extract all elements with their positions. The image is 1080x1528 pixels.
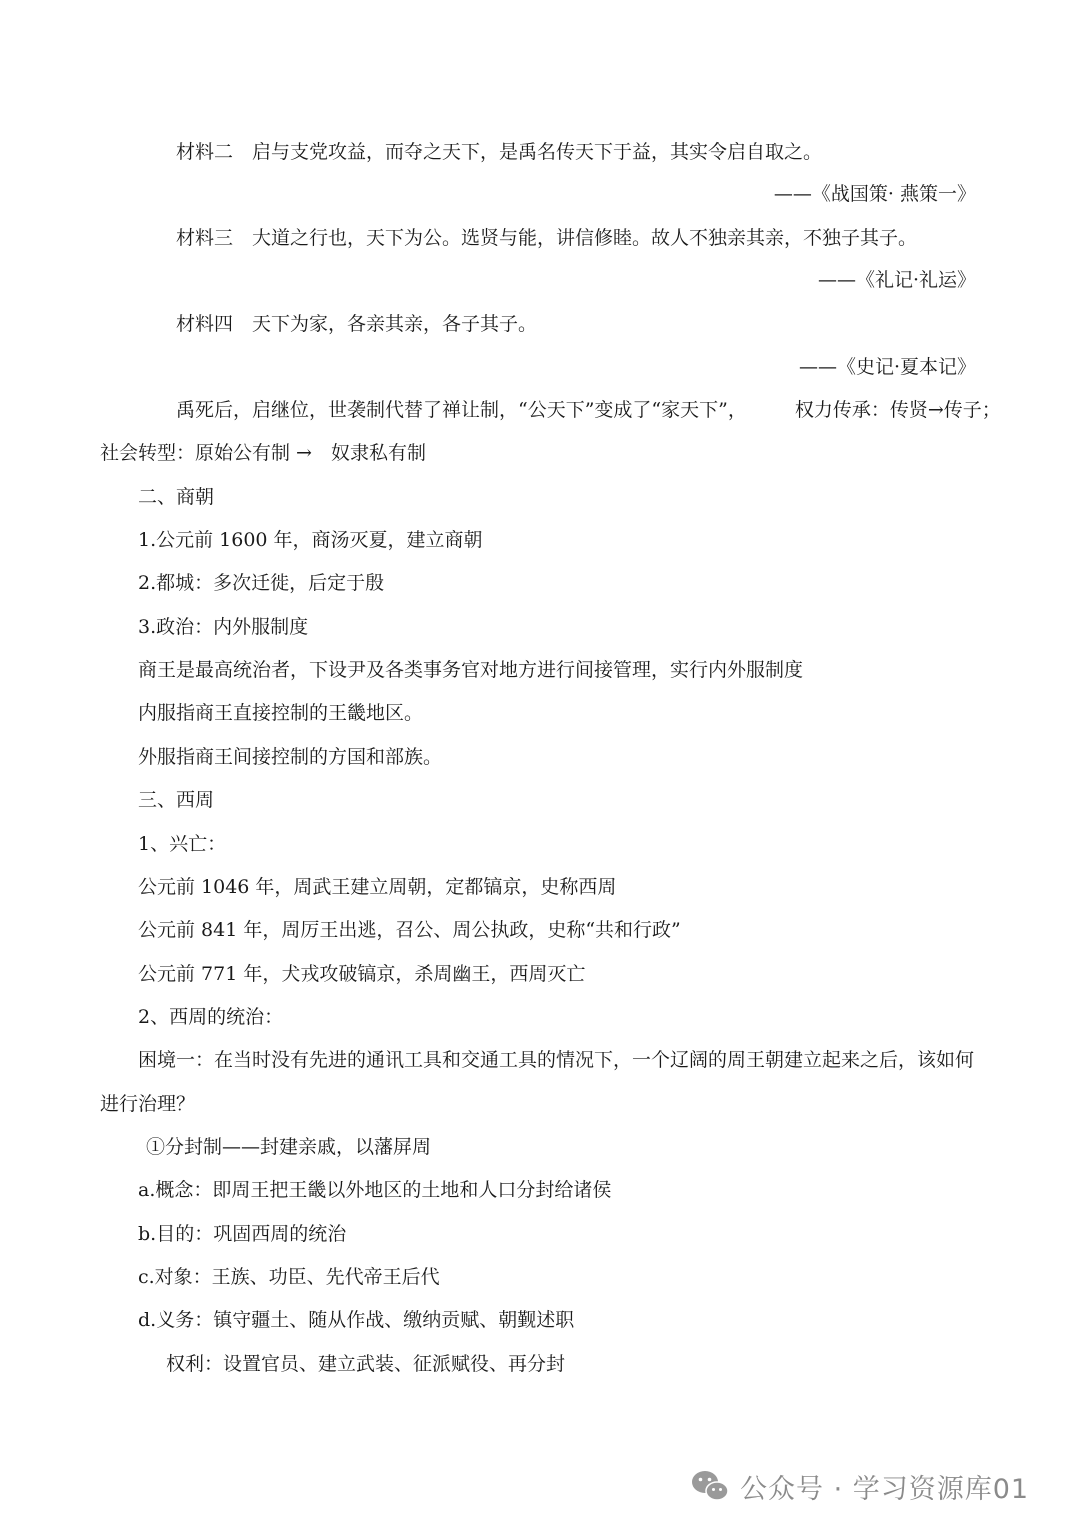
fengjian-item: a.概念：即周王把王畿以外地区的土地和人口分封给诸侯 bbox=[138, 1179, 612, 1201]
material-text: 大道之行也，天下为公。选贤与能，讲信修睦。故人不独亲其亲，不独子其子。 bbox=[252, 227, 918, 249]
material-label: 材料四 bbox=[176, 313, 234, 335]
summary-line-1 bbox=[176, 398, 1001, 422]
rise-fall-item: 公元前 1046 年，周武王建立周朝，定都镐京，史称西周 bbox=[138, 876, 617, 898]
material-two bbox=[176, 140, 822, 164]
watermark-text: 公众号 · 学习资源库01 bbox=[740, 1473, 1030, 1505]
rise-fall-item: 公元前 771 年，犬戎攻破镐京，杀周幽王，西周灭亡 bbox=[138, 963, 586, 985]
subheading-rule: 2、西周的统治： bbox=[138, 1006, 284, 1028]
shang-item: 1.公元前 1600 年，商汤灭夏，建立商朝 bbox=[138, 529, 483, 551]
wechat-icon bbox=[690, 1469, 730, 1503]
section-heading-zhou: 三、西周 bbox=[138, 789, 215, 811]
material-text: 启与支党攻益，而夺之天下，是禹名传天下于益，其实令启自取之。 bbox=[252, 141, 823, 163]
fengjian-item: b.目的：巩固西周的统治 bbox=[138, 1223, 347, 1245]
material-four bbox=[176, 312, 537, 336]
dilemma-line-2: 进行治理？ bbox=[100, 1093, 196, 1115]
shang-item: 商王是最高统治者，下设尹及各类事务官对地方进行间接管理，实行内外服制度 bbox=[138, 659, 804, 681]
shang-item: 3.政治：内外服制度 bbox=[138, 616, 309, 638]
subheading-rise-fall: 1、兴亡： bbox=[138, 833, 227, 855]
shang-item: 内服指商王直接控制的王畿地区。 bbox=[138, 702, 424, 724]
shang-item: 2.都城：多次迁徙，后定于殷 bbox=[138, 572, 385, 594]
summary-text: 禹死后，启继位，世袭制代替了禅让制，“公天下”变成了“家天下”， bbox=[176, 399, 747, 421]
material-text: 天下为家，各亲其亲，各子其子。 bbox=[252, 313, 538, 335]
section-heading-shang: 二、商朝 bbox=[138, 486, 215, 508]
power-transfer-text: 权力传承：传贤→传子； bbox=[794, 399, 1001, 421]
fengjian-heading: ①分封制——封建亲戚，以藩屏周 bbox=[146, 1136, 432, 1158]
rise-fall-item: 公元前 841 年，周厉王出逃，召公、周公执政，史称“共和行政” bbox=[138, 919, 681, 941]
material-source: ——《礼记·礼运》 bbox=[817, 269, 976, 291]
shang-item: 外服指商王间接控制的方国和部族。 bbox=[138, 746, 443, 768]
material-source: ——《战国策· 燕策一》 bbox=[773, 183, 976, 205]
watermark bbox=[690, 1466, 1029, 1506]
fengjian-rights: 权利：设置官员、建立武装、征派赋役、再分封 bbox=[166, 1353, 566, 1375]
summary-line-2: 社会转型：原始公有制 → 奴隶私有制 bbox=[100, 442, 426, 464]
material-source: ——《史记·夏本记》 bbox=[798, 356, 976, 378]
material-label: 材料三 bbox=[176, 227, 234, 249]
fengjian-item: c.对象：王族、功臣、先代帝王后代 bbox=[138, 1266, 440, 1288]
material-label: 材料二 bbox=[176, 141, 234, 163]
material-three bbox=[176, 226, 917, 250]
fengjian-item: d.义务：镇守疆土、随从作战、缴纳贡赋、朝觐述职 bbox=[138, 1309, 575, 1331]
dilemma-line-1: 困境一：在当时没有先进的通讯工具和交通工具的情况下，一个辽阔的周王朝建立起来之后，该如何 bbox=[138, 1049, 975, 1071]
